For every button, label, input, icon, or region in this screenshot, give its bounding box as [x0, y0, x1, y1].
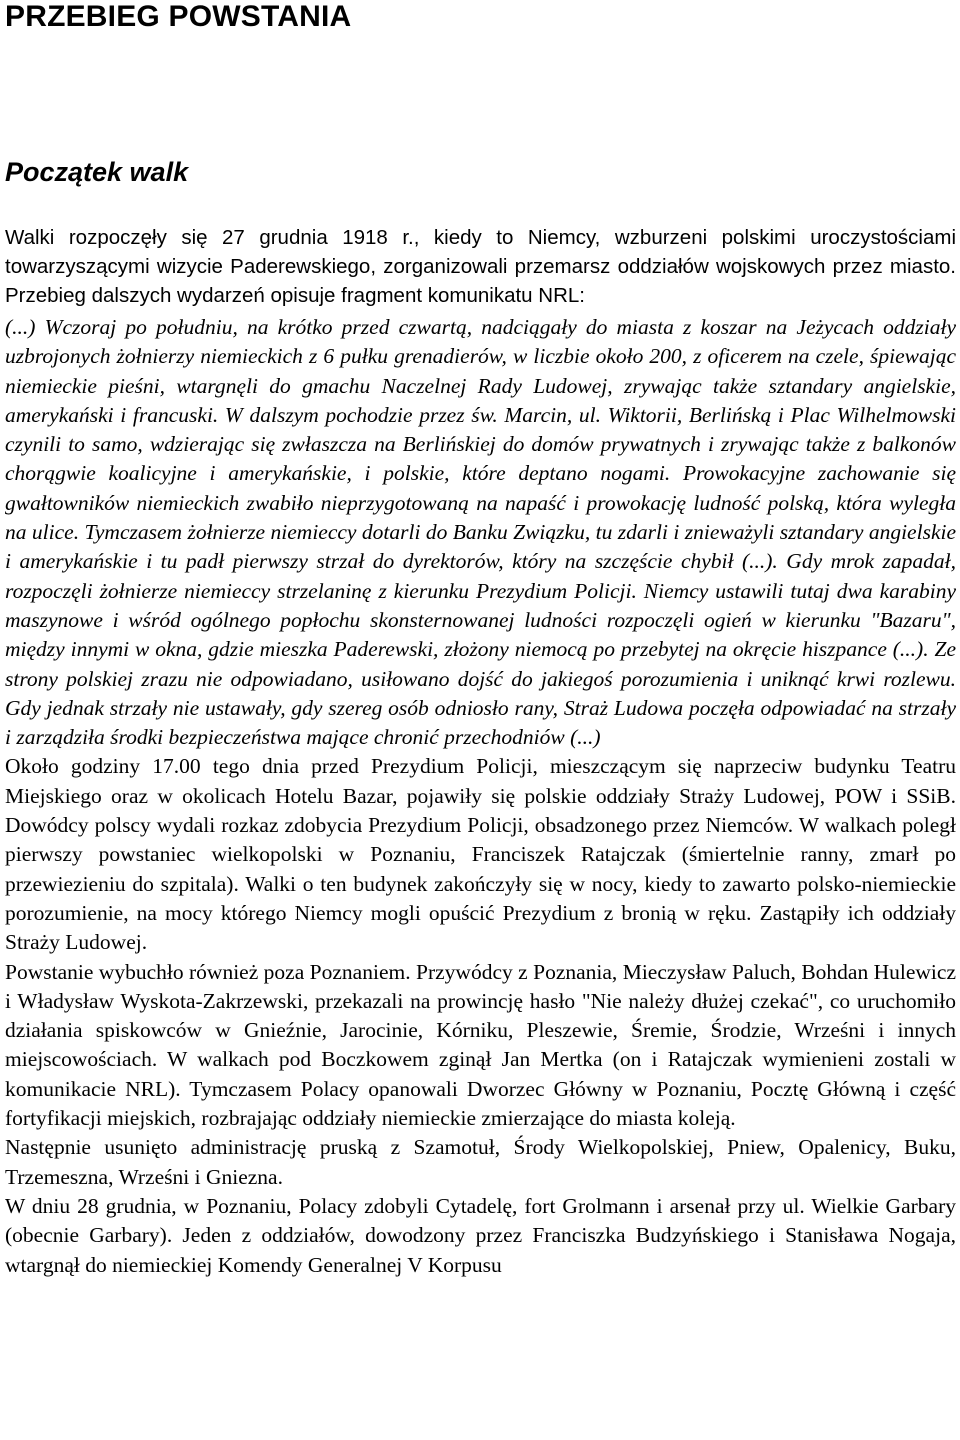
section-heading: Początek walk [5, 157, 189, 187]
uprising-spread-paragraph: Powstanie wybuchło również poza Poznaniem. Przywódcy z Poznania, Mieczysław Paluch, Bohdan Hulewicz i Władysław Wyskota-Zakrzewski, przekazali na prowincję hasło "Nie należy dłużej czekać", co uruchomiło działania spiskowców w Gnieźnie, Jarocinie, Kórniku, Pleszewie, Śremie, Środzie, Wrześni i innych miejscowościach. W walkach pod Boczkowem zginął Jan Mertka (on i Ratajczak wymienieni zostali w komunikacie NRL). Tymczasem Polacy opanowali Dworzec Główny w Poznaniu, Pocztę Główną i część fortyfikacji miejskich, rozbrajając oddziały niemieckie zmierzające do miasta koleją. [5, 959, 956, 1131]
police-presidium-paragraph: Około godziny 17.00 tego dnia przed Prezydium Policji, mieszczącym się naprzeciw budynku Teatru Miejskiego oraz w okolicach Hotelu Bazar, pojawiły się polskie oddziały Straży Ludowej, POW i SSiB. Dowódcy polscy wydali rozkaz zdobycia Prezydium Policji, obsadzonego przez Niemców. W walkach poległ pierwszy powstaniec wielkopolski w Poznaniu, Franciszek Ratajczak (śmiertelnie ranny, zmarł po przewiezieniu do szpitala). Walki o ten budynek zakończyły się w nocy, kiedy to zawarto polsko-niemieckie porozumienie, na mocy którego Niemcy mogli opuścić Prezydium z bronią w ręku. Zastąpiły ich oddziały Straży Ludowej. [5, 754, 956, 955]
document-page [5, 0, 956, 1280]
document-title: PRZEBIEG POWSTANIA [5, 0, 352, 33]
quoted-communique-paragraph: (...) Wczoraj po południu, na krótko przed czwartą, nadciągały do miasta z koszar na Jeżycach oddziały uzbrojonych żołnierzy niemieckich z 6 pułku grenadierów, w liczbie około 200, z oficerem na czele, śpiewając niemieckie pieśni, wtargnęli do gmachu Naczelnej Rady Ludowej, zrywając także sztandary angielskie, amerykański i francuski. W dalszym pochodzie przez św. Marcin, ul. Wiktorii, Berlińską i Plac Wilhelmowski czynili to samo, wdzierając się zwłaszcza na Berlińskiej do domów prywatnych i zrywając także z balkonów chorągwie koalicyjne i amerykańskie, i polskie, które deptano nogami. Prowokacyjne zachowanie się gwałtowników niemieckich zwabiło nieprzygotowaną na napaść i prowokację ludność polską, która wyległa na ulice. Tymczasem żołnierze niemieccy dotarli do Banku Związku, tu zdarli i znieważyli sztandary angielskie i amerykańskie i tu padł pierwszy strzał do dyrektorów, który na szczęście chybił (...). Gdy mrok zapadał, rozpoczęli żołnierze niemieccy strzelaninę z kierunku Prezydium Policji. Niemcy ustawili tutaj dwa karabiny maszynowe i wśród ogólnego popłochu skonsternowanej ludności rozpoczęli ogień w kierunku "Bazaru", między innymi w okna, gdzie mieszka Paderewski, złożony niemocą po przebytej na okręcie hiszpance (...). Ze strony polskiej zrazu nie odpowiadano, usiłowano dojść do jakiegoś porozumienia i uniknąć krwi rozlewu. Gdy jednak strzały nie ustawały, gdy szereg osób odniosło rany, Straż Ludowa poczęła odpowiadać na strzały i zarządziła środki bezpieczeństwa mające chronić przechodniów (...) [5, 315, 956, 750]
prussian-administration-paragraph: Następnie usunięto administrację pruską z Szamotuł, Środy Wielkopolskiej, Pniew, Opalenicy, Buku, Trzemeszna, Wrześni i Gniezna. [5, 1135, 956, 1189]
citadel-capture-paragraph: W dniu 28 grudnia, w Poznaniu, Polacy zdobyli Cytadelę, fort Grolmann i arsenał przy ul. Wielkie Garbary (obecnie Garbary). Jeden z oddziałów, dowodzony przez Franciszka Budzyńskiego i Stanisława Nogaja, wtargnął do niemieckiej Komendy Generalnej V Korpusu [5, 1193, 956, 1277]
intro-paragraph: Walki rozpoczęły się 27 grudnia 1918 r., kiedy to Niemcy, wzburzeni polskimi uroczystościami towarzyszącymi wizycie Paderewskiego, zorganizowali przemarsz oddziałów wojskowych przez miasto. Przebieg dalszych wydarzeń opisuje fragment komunikatu NRL: [5, 226, 956, 307]
